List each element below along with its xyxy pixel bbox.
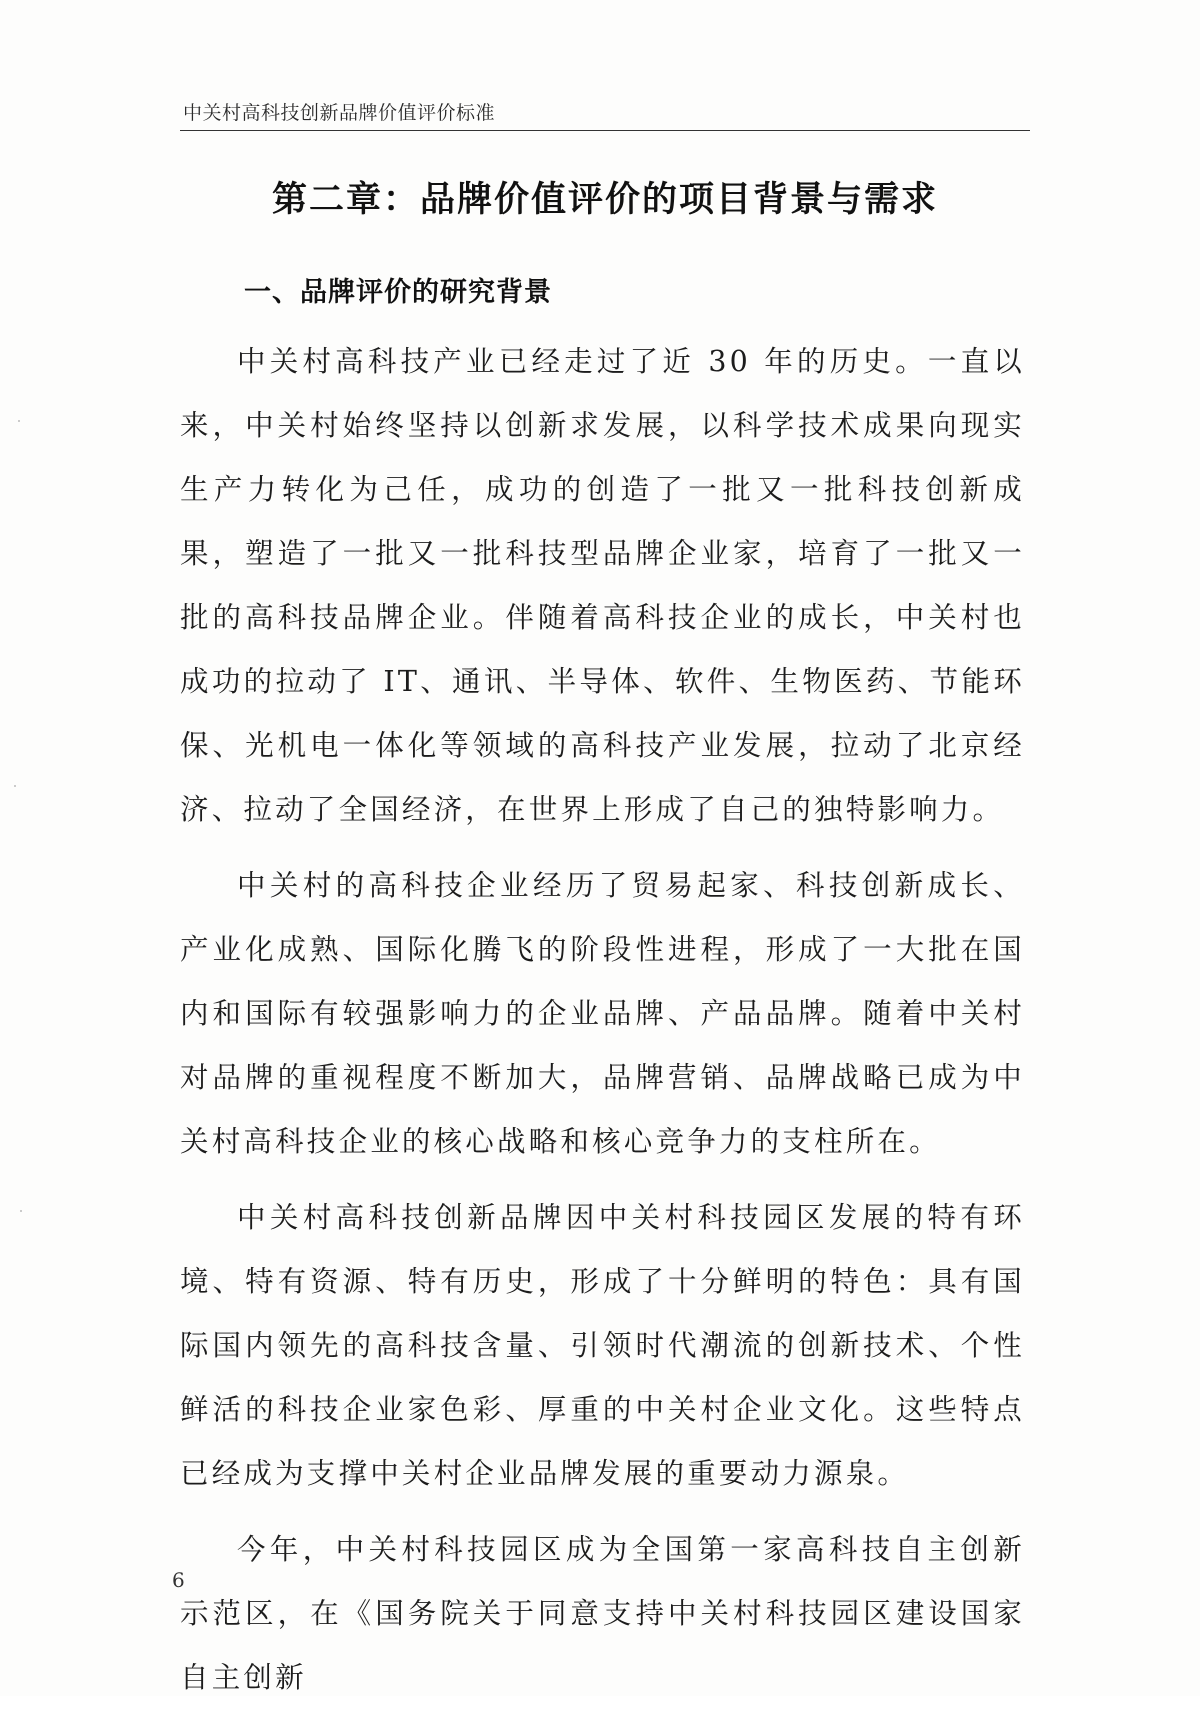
running-header: 中关村高科技创新品牌价值评价标准: [183, 102, 496, 124]
body-text: [180, 330, 1025, 1722]
page-number: 6: [172, 1568, 185, 1592]
chapter-title: 第二章：品牌价值评价的项目背景与需求: [271, 180, 938, 220]
paragraph-3: 中关村高科技创新品牌因中关村科技园区发展的特有环境、特有资源、特有历史，形成了十分鲜明的特色：具有国际国内领先的高科技含量、引领时代潮流的创新技术、个性鲜活的科技企业家色彩、厚重的中关村企业文化。这些特点已经成为支撑中关村企业品牌发展的重要动力源泉。: [180, 1201, 1025, 1490]
paragraph-1: 中关村高科技产业已经走过了近 30 年的历史。一直以来，中关村始终坚持以创新求发展，以科学技术成果向现实生产力转化为己任，成功的创造了一批又一批科技创新成果，塑造了一批又一批科技型品牌企业家，培育了一批又一批的高科技品牌企业。伴随着高科技企业的成长，中关村也成功的拉动了 IT、通讯、半导体、软件、生物医药、节能环保、光机电一体化等领域的高科技产业发展，拉动了北京经济、拉动了全国经济，在世界上形成了自己的独特影响力。: [180, 345, 1025, 826]
scan-speck: [20, 1210, 22, 1212]
paragraph-2: 中关村的高科技企业经历了贸易起家、科技创新成长、产业化成熟、国际化腾飞的阶段性进程，形成了一大批在国内和国际有较强影响力的企业品牌、产品品牌。随着中关村对品牌的重视程度不断加大，品牌营销、品牌战略已成为中关村高科技企业的核心战略和核心竞争力的支柱所在。: [180, 869, 1025, 1158]
section-heading: 一、品牌评价的研究背景: [244, 277, 552, 308]
scan-speck: [14, 785, 16, 787]
paragraph-4: 今年，中关村科技园区成为全国第一家高科技自主创新示范区，在《国务院关于同意支持中关村科技园区建设国家自主创新: [180, 1533, 1025, 1694]
scan-speck: [18, 420, 20, 422]
header-divider: [180, 130, 1030, 131]
